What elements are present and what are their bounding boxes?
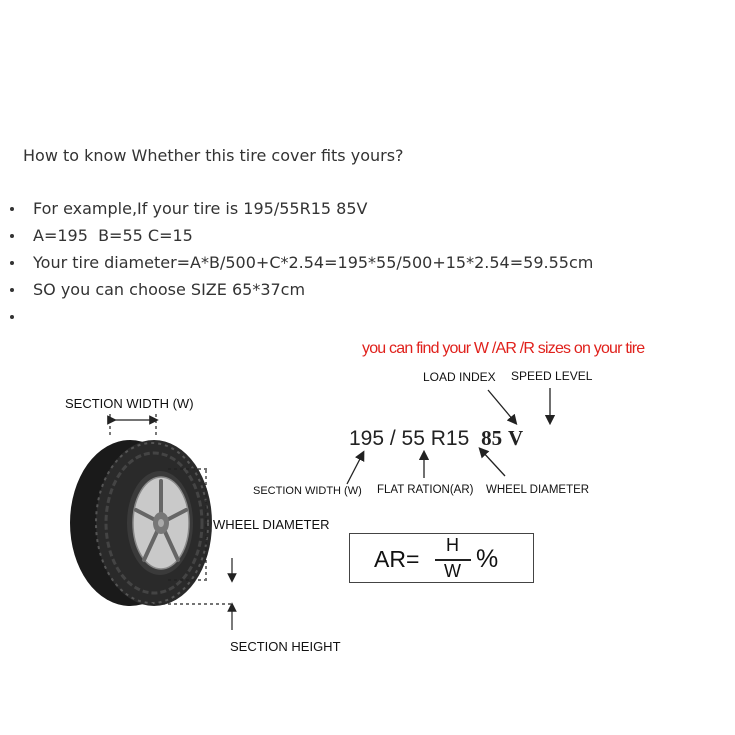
bullet-item bbox=[10, 225, 593, 252]
tire-size-main: 195 / 55 R15 bbox=[349, 427, 470, 450]
section-width-label-top: SECTION WIDTH (W) bbox=[65, 396, 194, 411]
section-width-label-bottom: SECTION WIDTH (W) bbox=[253, 485, 362, 497]
section-height-label: SECTION HEIGHT bbox=[230, 639, 341, 654]
tire-size-code bbox=[349, 426, 523, 451]
bullet-text: SO you can choose SIZE 65*37cm bbox=[33, 280, 306, 299]
bullet-dot-icon bbox=[10, 315, 14, 319]
bullet-dot-icon bbox=[10, 234, 14, 238]
wheel-diameter-label-left: WHEEL DIAMETER bbox=[213, 517, 330, 532]
tire-speed-letter: V bbox=[507, 426, 524, 450]
flat-ration-label: FLAT RATION(AR) bbox=[377, 484, 474, 496]
wheel-diameter-label-right: WHEEL DIAMETER bbox=[486, 484, 590, 496]
bullet-item bbox=[10, 252, 593, 279]
bullet-dot-icon bbox=[10, 288, 14, 292]
bullet-text: Your tire diameter=A*B/500+C*2.54=195*55/500+15*2.54=59.55cm bbox=[33, 253, 594, 272]
diagram-headline: you can find your W /AR /R sizes on your tire bbox=[362, 340, 645, 357]
bullet-item bbox=[10, 279, 593, 306]
bullet-dot-icon bbox=[10, 207, 14, 211]
speed-level-label: SPEED LEVEL bbox=[511, 369, 593, 383]
bullet-text: For example,If your tire is 195/55R15 85V bbox=[33, 199, 368, 218]
aspect-ratio-formula-box bbox=[349, 533, 534, 583]
intro-question: How to know Whether this tire cover fits yours? bbox=[23, 146, 404, 165]
formula-prefix: AR= bbox=[374, 546, 420, 572]
bullet-dot-icon bbox=[10, 261, 14, 265]
formula-numerator: H bbox=[446, 535, 459, 555]
load-index-label: LOAD INDEX bbox=[423, 370, 496, 384]
section-width-indicator bbox=[110, 414, 156, 436]
bullet-text: A=195 B=55 C=15 bbox=[33, 226, 193, 245]
tire-illustration-icon bbox=[70, 440, 212, 606]
formula-denominator: W bbox=[444, 561, 461, 581]
bullet-item bbox=[10, 306, 593, 333]
formula-suffix: % bbox=[476, 545, 499, 573]
tire-load-number: 85 bbox=[481, 426, 503, 450]
fit-instructions-list bbox=[10, 198, 593, 333]
section-height-indicator bbox=[150, 604, 232, 630]
bullet-item bbox=[10, 198, 593, 225]
